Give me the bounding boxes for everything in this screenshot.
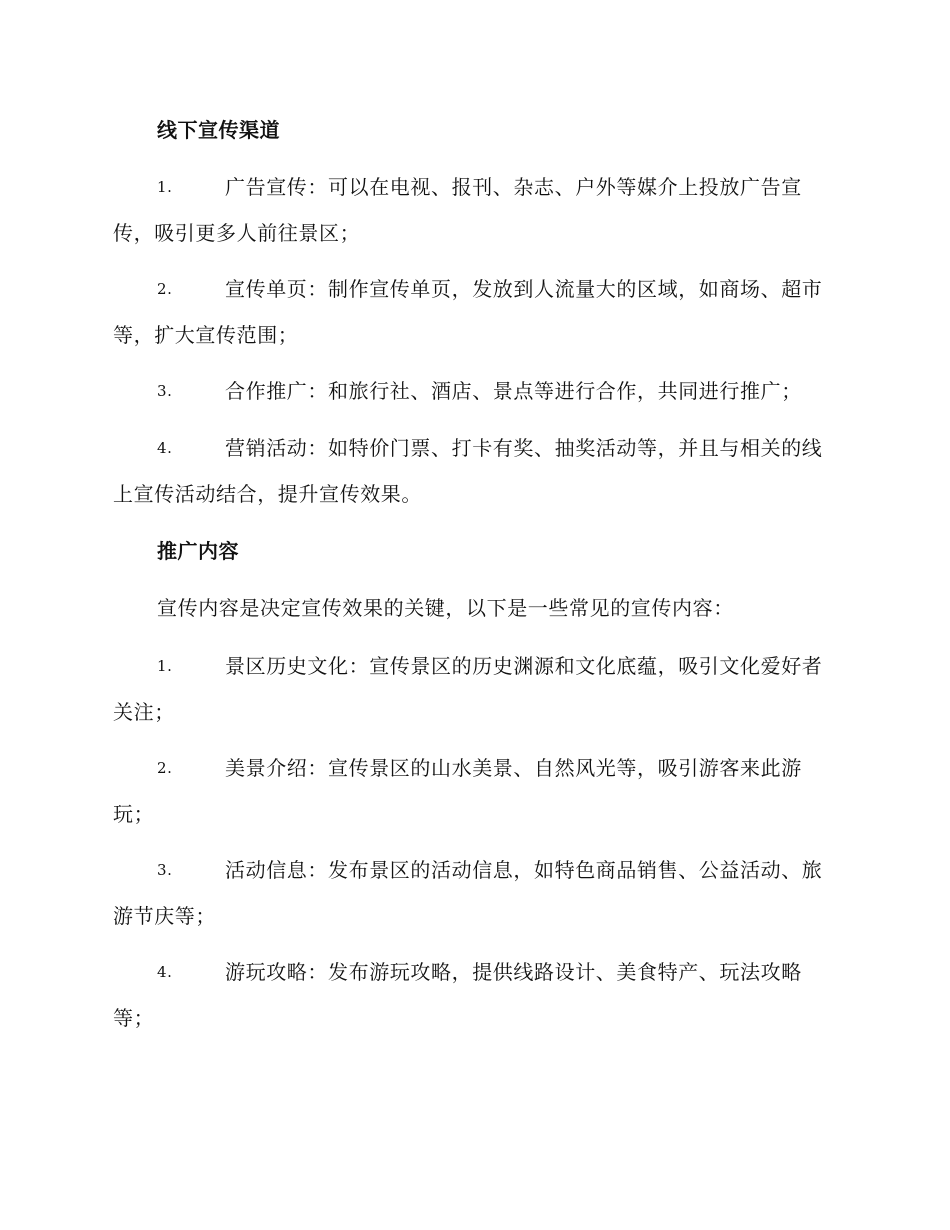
list-text: 活动信息：发布景区的活动信息，如特色商品销售、公益活动、旅游节庆等； [113, 858, 823, 928]
list-number: 4. [157, 439, 173, 457]
list-item [113, 164, 835, 256]
list-number: 2. [157, 759, 173, 777]
list-number: 1. [157, 178, 173, 196]
list-text: 合作推广：和旅行社、酒店、景点等进行合作，共同进行推广； [225, 379, 802, 403]
list-number: 4. [157, 963, 173, 981]
list-number: 1. [157, 657, 173, 675]
list-number: 3. [157, 861, 173, 879]
list-text: 景区历史文化：宣传景区的历史渊源和文化底蕴，吸引文化爱好者关注； [113, 654, 823, 724]
list-number: 2. [157, 280, 173, 298]
list-item [113, 847, 835, 939]
section-heading: 推广内容 [157, 539, 239, 563]
list-text: 营销活动：如特价门票、打卡有奖、抽奖活动等，并且与相关的线上宣传活动结合，提升宣传效果。 [113, 436, 823, 506]
list-item [113, 368, 835, 414]
list-item [113, 643, 835, 735]
list-text: 宣传单页：制作宣传单页，发放到人流量大的区域，如商场、超市等，扩大宣传范围； [113, 277, 823, 347]
section-heading: 线下宣传渠道 [157, 118, 280, 142]
list-item [113, 949, 835, 1041]
list-item [113, 425, 835, 517]
list-text: 广告宣传：可以在电视、报刊、杂志、户外等媒介上投放广告宣传，吸引更多人前往景区； [113, 175, 802, 245]
intro-paragraph: 宣传内容是决定宣传效果的关键，以下是一些常见的宣传内容： [157, 596, 734, 620]
list-text: 游玩攻略：发布游玩攻略，提供线路设计、美食特产、玩法攻略等； [113, 960, 802, 1030]
list-number: 3. [157, 382, 173, 400]
list-item [113, 266, 835, 358]
list-text: 美景介绍：宣传景区的山水美景、自然风光等，吸引游客来此游玩； [113, 756, 802, 826]
list-item [113, 745, 835, 837]
